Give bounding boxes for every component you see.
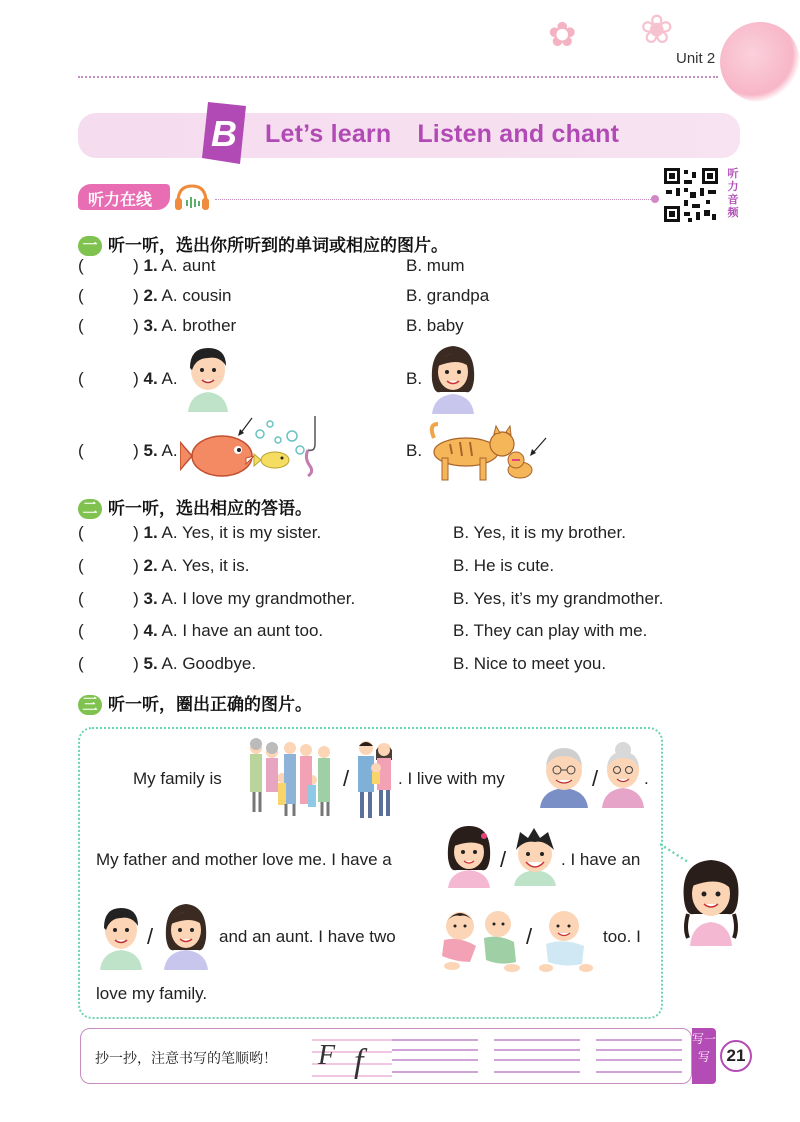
answer-paren-open[interactable]: ( (78, 256, 84, 275)
s2-question-4-b (453, 621, 647, 641)
answer-paren-close[interactable]: ) (133, 589, 139, 608)
option-a-text: brother (182, 316, 237, 335)
story-line2-b: . I have an (561, 850, 641, 869)
option-a-label: A. (161, 654, 178, 673)
s2-question-3 (78, 589, 355, 609)
answer-paren-close[interactable]: ) (133, 441, 139, 460)
answer-paren-close[interactable]: ) (133, 654, 139, 673)
answer-paren-open[interactable]: ( (78, 589, 84, 608)
question-number: 3. (143, 316, 158, 335)
answer-paren-close[interactable]: ) (133, 369, 139, 388)
story-line3-a: and an aunt. I have two (219, 927, 396, 946)
option-a-label: A. (161, 316, 178, 335)
option-a-text: Goodbye. (182, 654, 257, 673)
question-number: 5. (143, 654, 158, 673)
small-family-picture-icon[interactable] (352, 738, 396, 820)
option-b-label: B. (406, 369, 423, 388)
upper-f-letter: F (318, 1040, 336, 1071)
section1-heading (78, 231, 448, 256)
story-line3-b: too. I (603, 927, 641, 946)
question-number: 5. (143, 441, 158, 460)
s2-question-1 (78, 523, 321, 543)
s2-question-5-b (453, 654, 606, 674)
section3-number: 三 (78, 695, 102, 715)
uncle-face-icon[interactable] (96, 900, 146, 970)
option-b-label: B. (406, 316, 423, 335)
option-b-label: B. (453, 523, 470, 542)
page-number: 21 (720, 1040, 752, 1072)
two-babies-picture-icon[interactable] (436, 906, 526, 974)
letter-stroke-guide (312, 1030, 392, 1082)
listen-divider (215, 199, 655, 200)
answer-paren-open[interactable]: ( (78, 316, 84, 335)
section1-title: 听一听，选出你所听到的单词或相应的图片。 (108, 236, 448, 255)
sister-face-icon[interactable] (444, 822, 494, 888)
option-a-label: A. (161, 256, 178, 275)
s1-question-5-b (406, 441, 422, 461)
listen-online-tag: 听力在线 (78, 184, 170, 210)
option-a-label: A. (161, 523, 178, 542)
option-b-label: B. (406, 256, 423, 275)
slash-separator: / (500, 847, 507, 872)
s1-question-3-b (406, 316, 464, 336)
option-a-text: Yes, it is my sister. (182, 523, 322, 542)
brother-face-icon[interactable] (508, 826, 562, 886)
s2-question-3-b (453, 589, 663, 609)
story-line4: love my family. (96, 984, 208, 1003)
option-b-text: grandpa (426, 286, 490, 305)
story-line1-b: . I live with my (398, 769, 505, 788)
one-baby-picture-icon[interactable] (538, 906, 594, 974)
slash-separator: / (343, 766, 350, 791)
woman-face-icon[interactable] (426, 340, 480, 414)
option-a-label: A. (161, 441, 178, 460)
s1-question-5 (78, 441, 178, 461)
man-face-icon[interactable] (180, 340, 236, 412)
big-family-picture-icon[interactable] (246, 738, 338, 818)
s2-question-2-b (453, 556, 554, 576)
section2-heading (78, 494, 312, 519)
option-b-text: Yes, it is my brother. (473, 523, 626, 542)
answer-paren-close[interactable]: ) (133, 556, 139, 575)
banner-title (265, 120, 619, 149)
option-b-label: B. (453, 654, 470, 673)
header-divider (78, 76, 718, 78)
option-b-text: Yes, it’s my grandmother. (473, 589, 664, 608)
question-number: 2. (143, 286, 158, 305)
fish-picture-icon[interactable] (180, 414, 330, 484)
divider-dot (651, 195, 659, 203)
s1-question-2 (78, 286, 231, 306)
answer-paren-close[interactable]: ) (133, 286, 139, 305)
option-b-text: mum (426, 256, 465, 275)
s1-question-3 (78, 316, 236, 336)
copy-instruction: 抄一抄，注意书写的笔顺哟！ (95, 1050, 277, 1066)
question-number: 3. (143, 589, 158, 608)
story-line1-c: . (644, 769, 649, 788)
option-a-text: I have an aunt too. (182, 621, 324, 640)
option-a-text: cousin (182, 286, 232, 305)
badge-letter: B (211, 113, 237, 154)
option-a-label: A. (161, 556, 178, 575)
answer-paren-close[interactable]: ) (133, 256, 139, 275)
title-listen-chant: Listen and chant (417, 120, 620, 148)
option-b-label: B. (406, 286, 423, 305)
s1-question-1-b (406, 256, 465, 276)
answer-paren-close[interactable]: ) (133, 621, 139, 640)
s1-question-1 (78, 256, 215, 276)
section1-number: 一 (78, 236, 102, 256)
question-number: 1. (143, 523, 158, 542)
answer-paren-open[interactable]: ( (78, 523, 84, 542)
flower-icon: ✿ (548, 16, 577, 54)
flower-icon: ❀ (640, 8, 674, 52)
answer-paren-open[interactable]: ( (78, 621, 84, 640)
answer-paren-open[interactable]: ( (78, 369, 84, 388)
writing-lines[interactable] (392, 1036, 682, 1076)
story-line2-a: My father and mother love me. I have a (96, 850, 392, 869)
cats-picture-icon[interactable] (428, 418, 552, 486)
option-b-label: B. (453, 589, 470, 608)
question-number: 4. (143, 369, 158, 388)
section3-heading (78, 690, 312, 715)
slash-separator: / (592, 766, 599, 791)
option-b-label: B. (453, 556, 470, 575)
s2-question-5 (78, 654, 256, 674)
option-b-text: baby (426, 316, 464, 335)
title-lets-learn: Let’s learn (265, 120, 392, 148)
option-a-text: aunt (182, 256, 216, 275)
aunt-face-icon[interactable] (160, 898, 212, 970)
section2-title: 听一听，选出相应的答语。 (108, 499, 312, 518)
slash-separator: / (147, 924, 154, 949)
answer-paren-open[interactable]: ( (78, 441, 84, 460)
option-a-label: A. (161, 369, 178, 388)
b-badge-icon (200, 100, 248, 166)
headphone-icon (172, 182, 212, 212)
pink-blob-decoration (720, 22, 800, 102)
s2-question-1-b (453, 523, 626, 543)
answer-paren-open[interactable]: ( (78, 556, 84, 575)
option-b-label: B. (406, 441, 423, 460)
option-b-text: He is cute. (473, 556, 555, 575)
answer-paren-close[interactable]: ) (133, 316, 139, 335)
grandpa-face-icon[interactable] (536, 742, 592, 808)
grandma-face-icon[interactable] (600, 740, 646, 808)
option-a-label: A. (161, 589, 178, 608)
question-number: 4. (143, 621, 158, 640)
lower-f-letter: f (354, 1043, 364, 1080)
qr-label: 听力音频 (727, 168, 739, 219)
option-a-text: I love my grandmother. (182, 589, 356, 608)
s1-question-4-b (406, 369, 422, 389)
story-line1-a: My family is (133, 769, 222, 788)
option-a-label: A. (161, 286, 178, 305)
question-number: 1. (143, 256, 158, 275)
option-b-label: B. (453, 621, 470, 640)
girl-narrator-icon (676, 854, 746, 946)
section2-number: 二 (78, 499, 102, 519)
answer-paren-open[interactable]: ( (78, 654, 84, 673)
answer-paren-close[interactable]: ) (133, 523, 139, 542)
option-b-text: They can play with me. (473, 621, 648, 640)
qr-code-icon[interactable] (662, 166, 720, 224)
s1-question-4 (78, 369, 178, 389)
option-a-text: Yes, it is. (182, 556, 250, 575)
option-a-label: A. (161, 621, 178, 640)
s1-question-2-b (406, 286, 489, 306)
slash-separator: / (526, 924, 533, 949)
option-b-text: Nice to meet you. (473, 654, 607, 673)
question-number: 2. (143, 556, 158, 575)
s2-question-4 (78, 621, 323, 641)
write-tab: 写一写 (692, 1028, 716, 1084)
s2-question-2 (78, 556, 249, 576)
unit-label: Unit 2 (676, 50, 716, 67)
section3-title: 听一听，圈出正确的图片。 (108, 695, 312, 714)
answer-paren-open[interactable]: ( (78, 286, 84, 305)
